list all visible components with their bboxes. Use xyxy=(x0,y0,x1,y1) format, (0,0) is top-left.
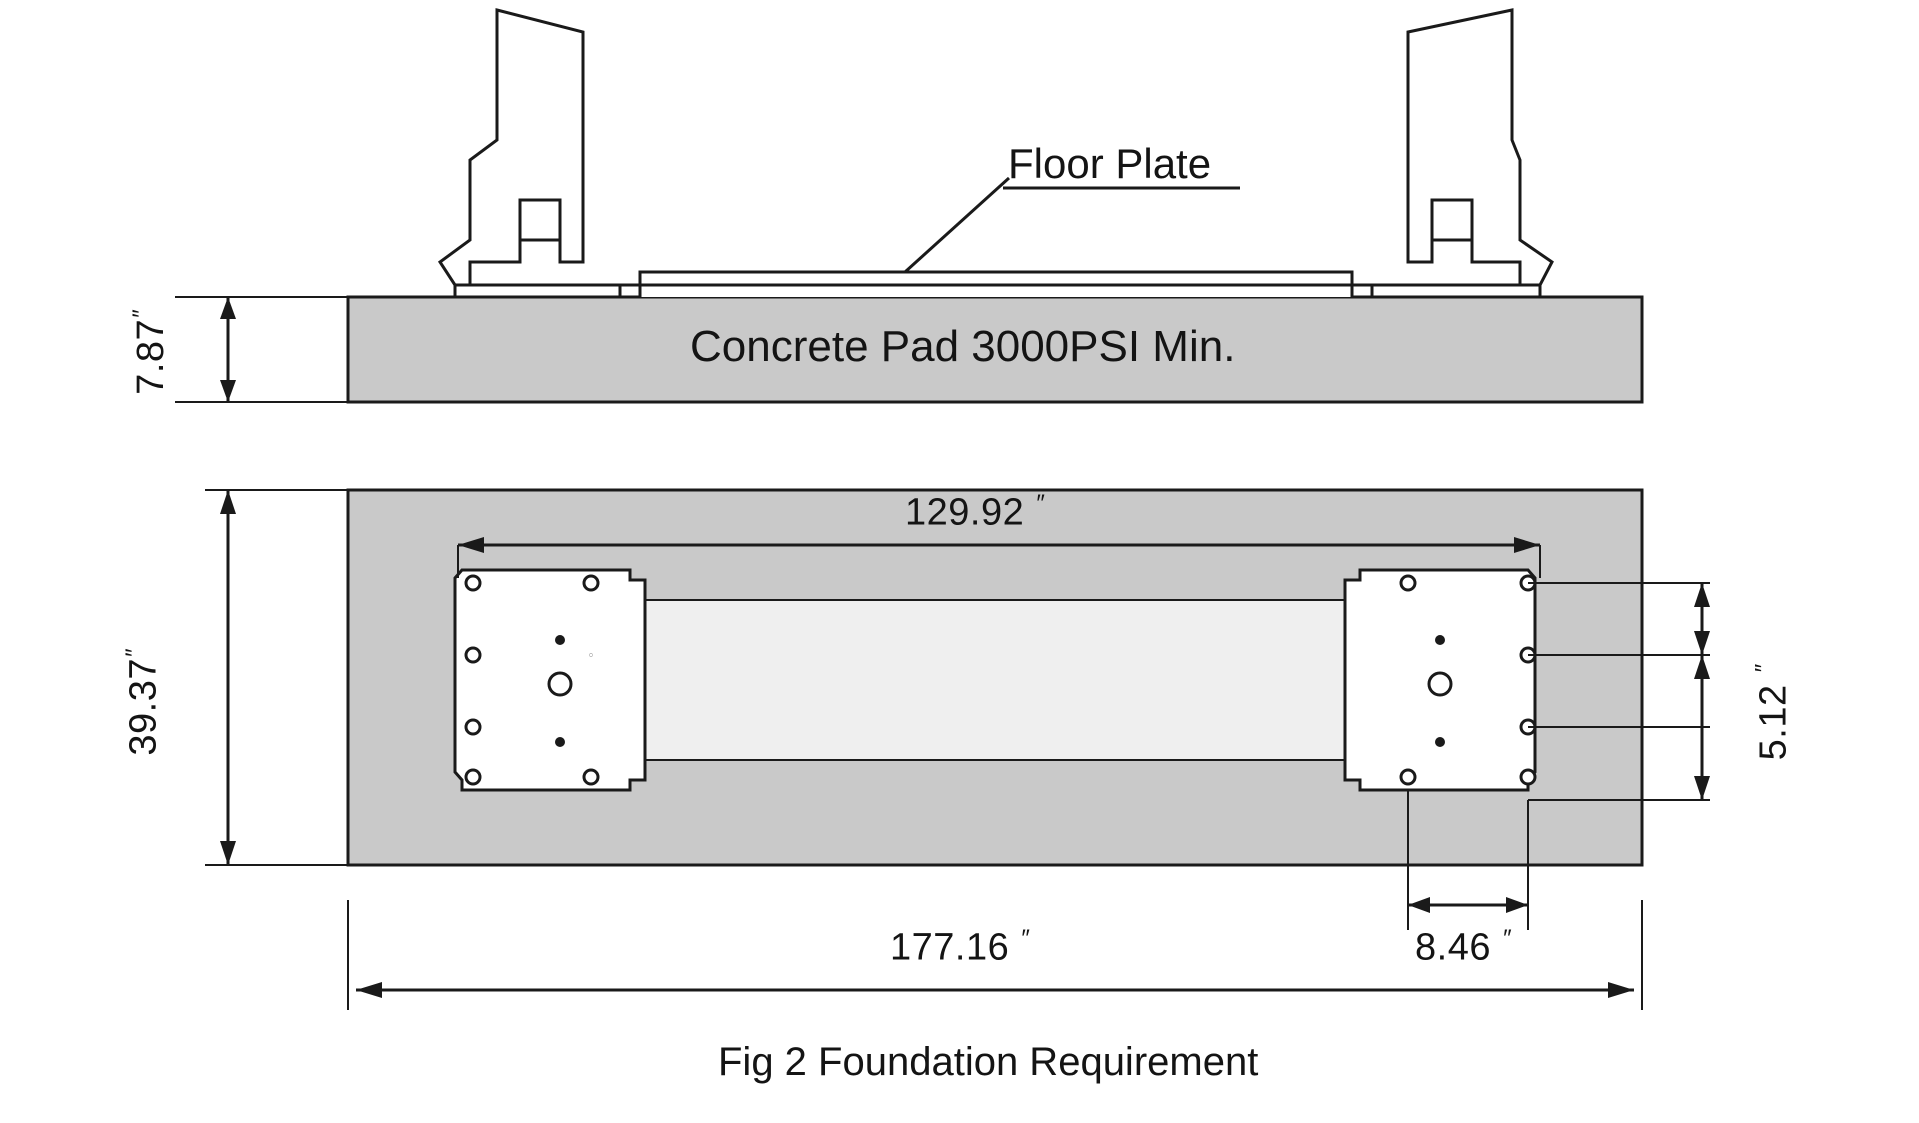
dim-pad-thickness: 7.87″ xyxy=(128,309,172,395)
dim-pad-width: 39.37″ xyxy=(120,649,165,756)
figure-caption: Fig 2 Foundation Requirement xyxy=(718,1040,1259,1084)
dim-anchor-span-width: 5.12 ″ xyxy=(1750,664,1795,761)
floor-plate-label: Floor Plate xyxy=(1008,140,1212,187)
dim-pad-length: 177.16 ″ xyxy=(890,925,1030,969)
left-column-profile xyxy=(440,10,620,297)
right-column-profile xyxy=(1372,10,1552,297)
dim-anchor-span-length: 129.92 ″ xyxy=(905,490,1045,534)
concrete-pad-label: Concrete Pad 3000PSI Min. xyxy=(690,322,1236,371)
inner-recess xyxy=(645,600,1345,760)
dim-anchor-hole-spacing: 8.46 ″ xyxy=(1415,925,1512,969)
floor-plate-leader xyxy=(905,178,1009,272)
